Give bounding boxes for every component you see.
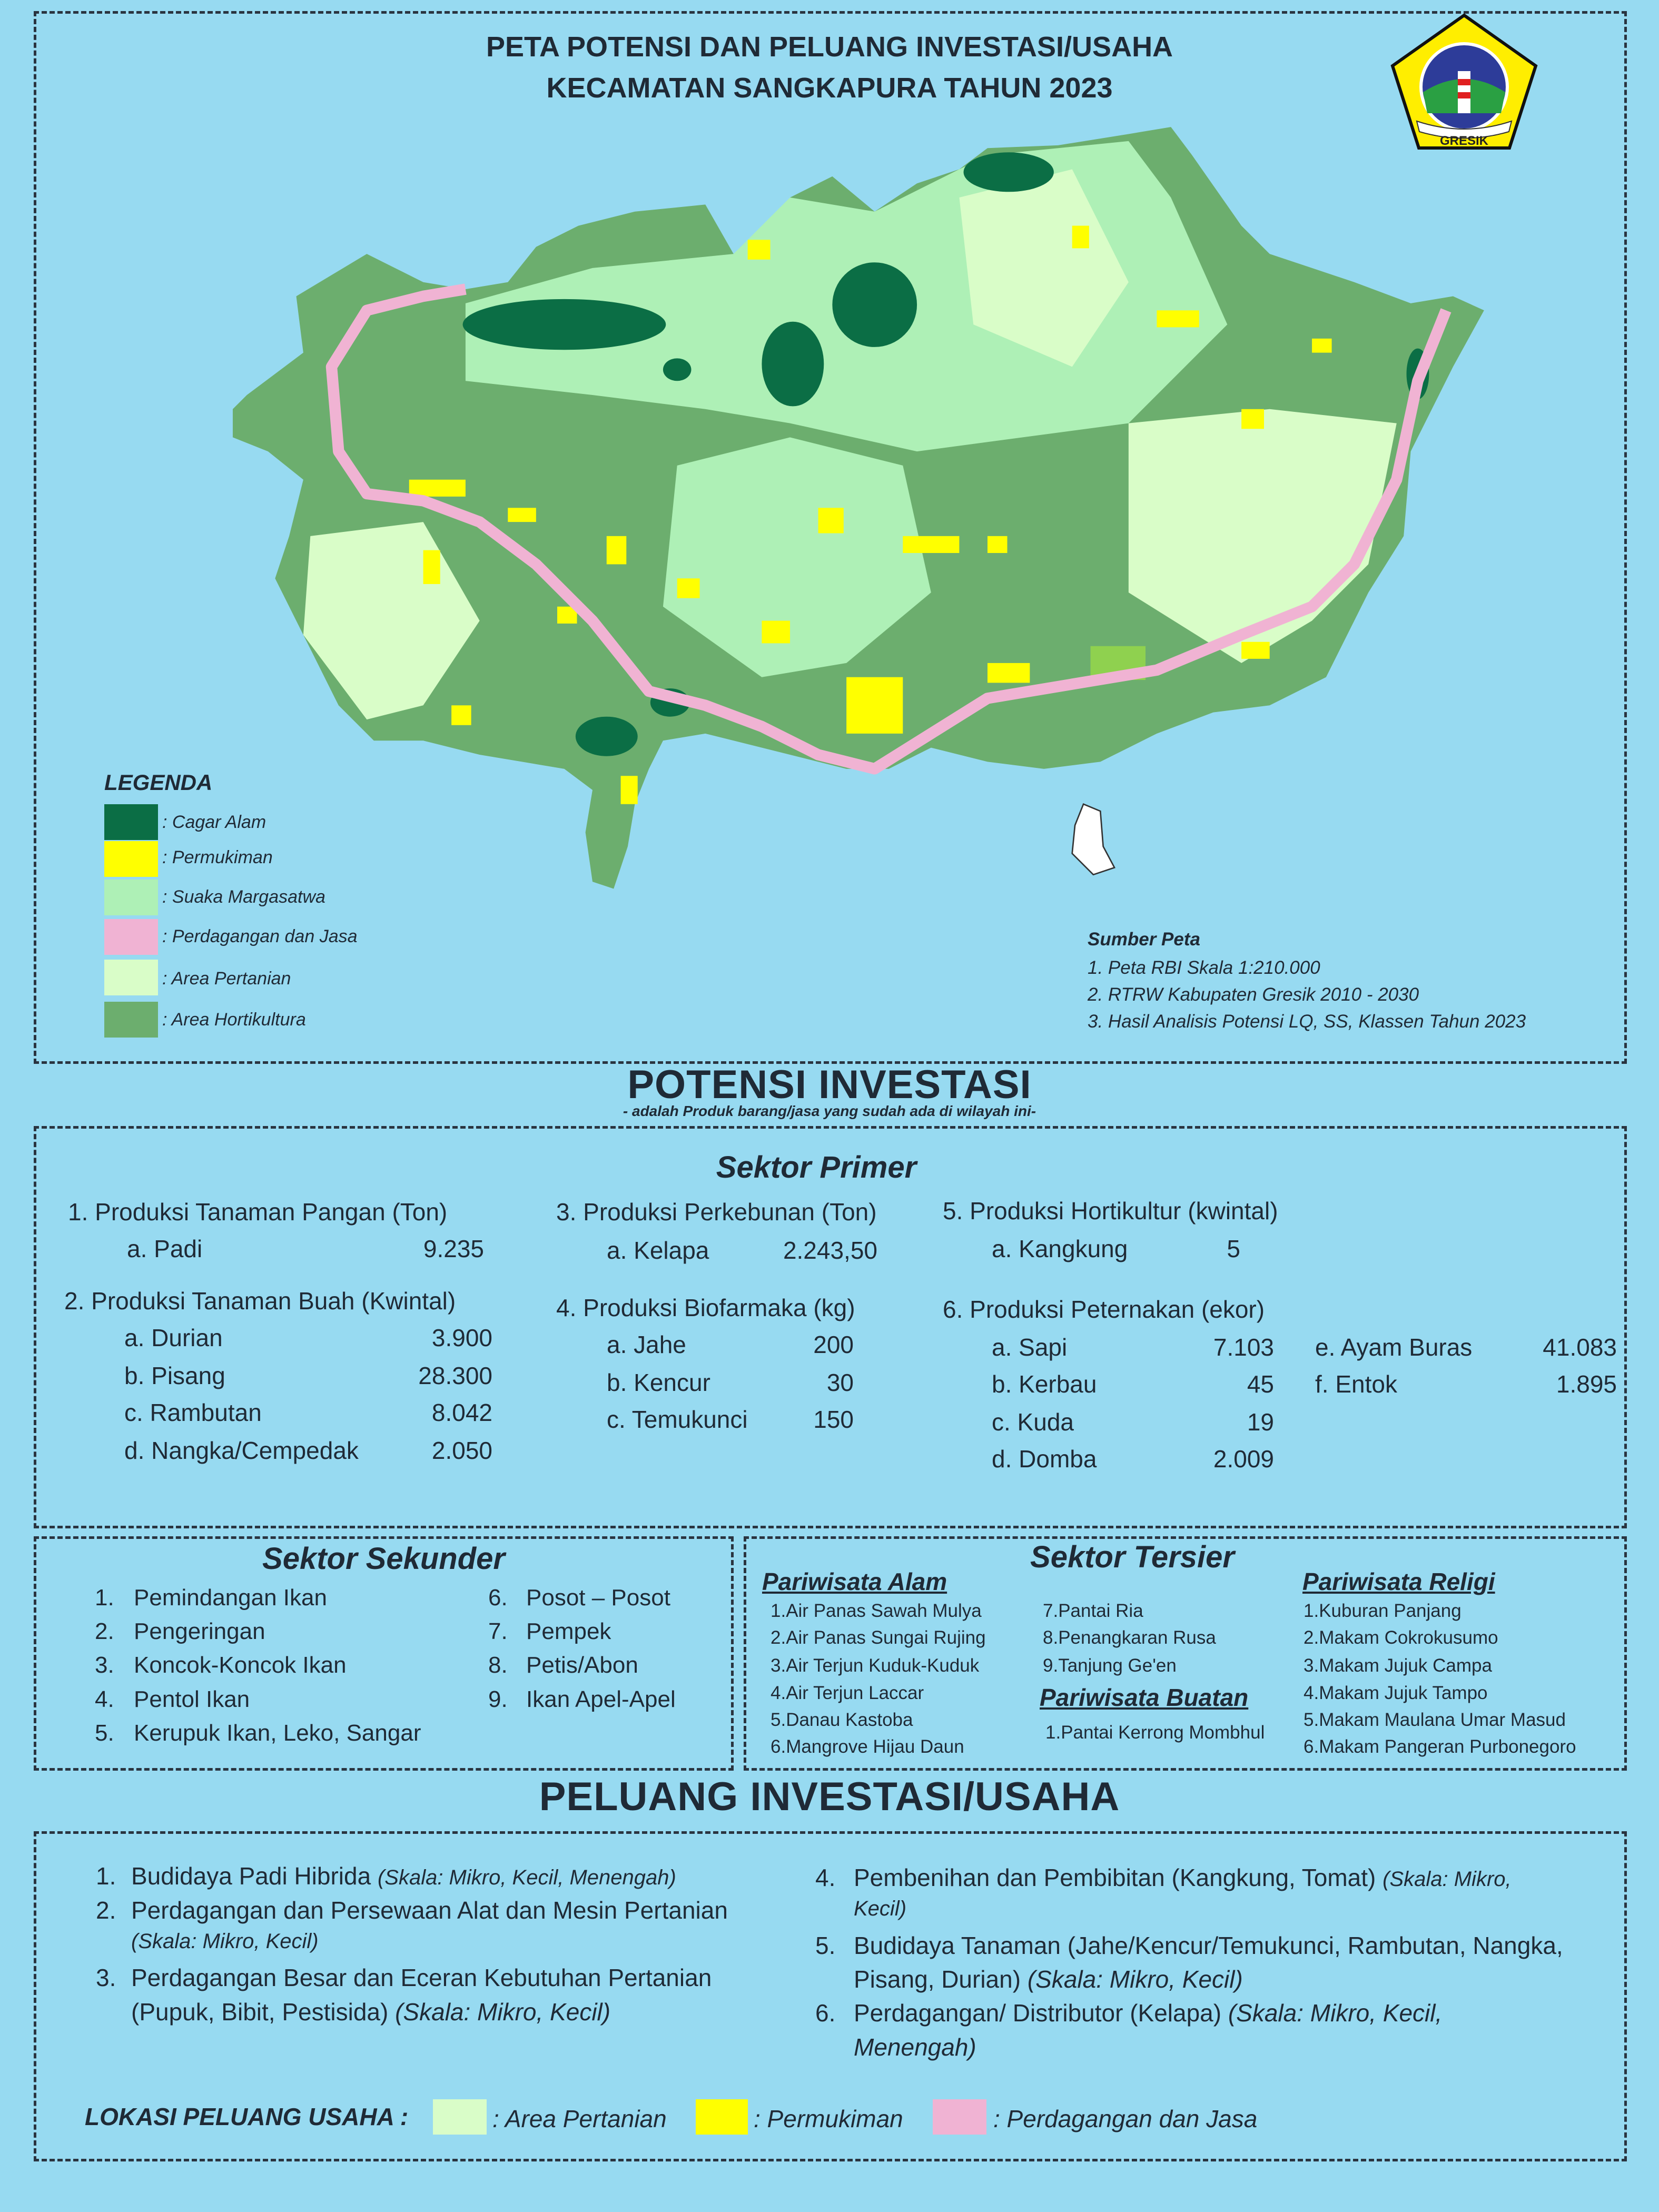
lokasi-swatch-permukiman <box>696 2099 748 2135</box>
peluang-text: Perdagangan/ Distributor (Kelapa) <box>854 1999 1228 2027</box>
tersier-item: 2.Makam Cokrokusumo <box>1303 1627 1498 1648</box>
peluang-item <box>131 1862 676 1890</box>
primer-item-value: 200 <box>813 1331 854 1358</box>
peluang-scale: (Skala: Mikro, <box>1382 1868 1512 1891</box>
logo-text: GRESIK <box>1439 134 1489 148</box>
small-island <box>1072 804 1114 875</box>
primer-item-label: f. Entok <box>1315 1370 1397 1398</box>
primer-item-label: c. Rambutan <box>124 1399 262 1426</box>
sekunder-item: Ikan Apel-Apel <box>526 1686 676 1712</box>
primer-item-value: 28.300 <box>418 1362 492 1389</box>
peluang-number: 1. <box>96 1862 116 1890</box>
primer-item-value: 45 <box>1247 1370 1274 1398</box>
peluang-scale: (Skala: Mikro, Kecil) <box>1027 1966 1243 1993</box>
lokasi-swatch-perdagangan <box>933 2099 986 2135</box>
primer-item-value: 8.042 <box>431 1399 492 1426</box>
tersier-item: 6.Mangrove Hijau Daun <box>771 1736 964 1757</box>
peluang-title: PELUANG INVESTASI/USAHA <box>539 1774 1120 1819</box>
sekunder-item: Pentol Ikan <box>134 1686 250 1712</box>
potensi-title: POTENSI INVESTASI <box>627 1062 1032 1107</box>
lokasi-item-label: : Permukiman <box>754 2105 903 2132</box>
legend-swatch-cagar-alam <box>104 804 158 840</box>
sekunder-item-number: 7. <box>488 1618 508 1644</box>
tersier-item: 1.Kuburan Panjang <box>1303 1601 1461 1621</box>
primer-group-title: 3. Produksi Perkebunan (Ton) <box>556 1198 877 1226</box>
primer-item-label: a. Padi <box>127 1235 203 1262</box>
sekunder-item-number: 5. <box>95 1720 114 1746</box>
primer-item-label: b. Kencur <box>607 1369 710 1396</box>
sekunder-item: Kerupuk Ikan, Leko, Sangar <box>134 1720 421 1746</box>
source-item: 1. Peta RBI Skala 1:210.000 <box>1088 957 1320 978</box>
sekunder-item: Pemindangan Ikan <box>134 1585 327 1611</box>
peluang-number: 4. <box>815 1864 836 1891</box>
peluang-text: Budidaya Padi Hibrida <box>131 1862 378 1890</box>
peluang-scale: (Skala: Mikro, Kecil) <box>395 1998 611 2026</box>
peluang-scale: (Skala: Mikro, Kecil, <box>1228 1999 1443 2027</box>
legend-swatch-hortikultura <box>104 1002 158 1038</box>
source-item: 3. Hasil Analisis Potensi LQ, SS, Klassen Tahun 2023 <box>1088 1011 1526 1032</box>
sekunder-item: Koncok-Koncok Ikan <box>134 1652 347 1678</box>
tersier-item: 9.Tanjung Ge'en <box>1043 1655 1177 1676</box>
peluang-number: 2. <box>96 1897 116 1924</box>
peluang-scale: Menengah) <box>854 2033 976 2061</box>
sekunder-item-number: 2. <box>95 1618 114 1644</box>
tersier-item: 5.Danau Kastoba <box>771 1710 913 1730</box>
legend-label: : Area Pertanian <box>162 969 291 989</box>
lokasi-item-label: : Perdagangan dan Jasa <box>993 2105 1258 2132</box>
peluang-item <box>854 1999 1442 2027</box>
sekunder-item-number: 3. <box>95 1652 114 1678</box>
peluang-number: 3. <box>96 1964 116 1991</box>
peluang-number: 5. <box>815 1932 836 1959</box>
peluang-scale: Kecil) <box>854 1897 907 1920</box>
primer-item-label: a. Jahe <box>607 1331 686 1358</box>
primer-box <box>34 1126 1627 1528</box>
peluang-item-line2 <box>854 1965 1243 1993</box>
sekunder-item-number: 1. <box>95 1585 114 1611</box>
primer-item-value: 30 <box>826 1369 854 1396</box>
primer-item-value: 150 <box>813 1406 854 1433</box>
sekunder-item: Posot – Posot <box>526 1585 670 1611</box>
peluang-text: Perdagangan Besar dan Eceran Kebutuhan Pertanian <box>131 1964 712 1991</box>
primer-group-title: 6. Produksi Peternakan (ekor) <box>943 1296 1265 1323</box>
legend-swatch-permukiman <box>104 841 158 877</box>
legend-label: : Permukiman <box>162 847 273 867</box>
legend-label: : Perdagangan dan Jasa <box>162 926 358 946</box>
peluang-item <box>854 1863 1512 1892</box>
primer-group-title: 5. Produksi Hortikultur (kwintal) <box>943 1197 1278 1224</box>
primer-item-label: a. Kangkung <box>992 1235 1128 1262</box>
tersier-item: 3.Air Terjun Kuduk-Kuduk <box>771 1655 980 1676</box>
primer-item-label: a. Durian <box>124 1324 223 1351</box>
legend-swatch-suaka <box>104 880 158 915</box>
tersier-item: 8.Penangkaran Rusa <box>1043 1627 1216 1648</box>
legend-label: : Area Hortikultura <box>162 1010 306 1030</box>
primer-item-value: 2.243,50 <box>783 1237 877 1264</box>
sekunder-item-number: 6. <box>488 1585 508 1611</box>
tersier-title: Sektor Tersier <box>1030 1540 1235 1574</box>
primer-title: Sektor Primer <box>716 1150 917 1184</box>
primer-group-title: 2. Produksi Tanaman Buah (Kwintal) <box>64 1287 456 1315</box>
peluang-text: Pembenihan dan Pembibitan (Kangkung, Tomat) <box>854 1864 1383 1891</box>
sekunder-item-number: 9. <box>488 1686 508 1712</box>
primer-item-label: d. Domba <box>992 1445 1097 1473</box>
peluang-number: 6. <box>815 1999 836 2027</box>
potensi-subtitle: - adalah Produk barang/jasa yang sudah ada di wilayah ini- <box>623 1103 1036 1119</box>
tersier-item: 5.Makam Maulana Umar Masud <box>1303 1710 1566 1730</box>
primer-item-label: c. Kuda <box>992 1408 1074 1436</box>
primer-item-label: b. Kerbau <box>992 1370 1097 1398</box>
tersier-item: 3.Makam Jujuk Campa <box>1303 1655 1492 1676</box>
primer-item-label: b. Pisang <box>124 1362 225 1389</box>
primer-item-value: 9.235 <box>423 1235 484 1262</box>
peluang-text: Budidaya Tanaman (Jahe/Kencur/Temukunci, Rambutan, Nangka, <box>854 1932 1563 1959</box>
source-item: 2. RTRW Kabupaten Gresik 2010 - 2030 <box>1088 984 1419 1005</box>
sekunder-item-number: 4. <box>95 1686 114 1712</box>
primer-group-title: 4. Produksi Biofarmaka (kg) <box>556 1294 855 1321</box>
pariwisata-religi-title: Pariwisata Religi <box>1302 1568 1495 1595</box>
peluang-text: (Pupuk, Bibit, Pestisida) <box>131 1998 396 2026</box>
primer-group-title: 1. Produksi Tanaman Pangan (Ton) <box>68 1198 448 1226</box>
primer-item-value: 2.050 <box>431 1437 492 1464</box>
primer-item-value: 5 <box>1227 1235 1240 1262</box>
peluang-scale: (Skala: Mikro, Kecil) <box>131 1930 319 1953</box>
lokasi-label: LOKASI PELUANG USAHA : <box>85 2103 409 2130</box>
sekunder-item: Pempek <box>526 1618 611 1644</box>
legend-title: LEGENDA <box>104 770 213 795</box>
legend-swatch-perdagangan <box>104 919 158 955</box>
tersier-item: 7.Pantai Ria <box>1043 1601 1143 1621</box>
primer-item-value: 41.083 <box>1543 1334 1617 1361</box>
primer-item-value: 7.103 <box>1213 1334 1274 1361</box>
lokasi-swatch-pertanian <box>433 2099 487 2135</box>
sekunder-item: Petis/Abon <box>526 1652 638 1678</box>
primer-item-label: e. Ayam Buras <box>1315 1334 1473 1361</box>
tersier-item: 1.Pantai Kerrong Mombhul <box>1045 1722 1265 1743</box>
tersier-item: 4.Makam Jujuk Tampo <box>1303 1683 1488 1703</box>
lokasi-item-label: : Area Pertanian <box>492 2105 667 2132</box>
peluang-text: Perdagangan dan Persewaan Alat dan Mesin Pertanian <box>131 1897 728 1924</box>
pariwisata-buatan-title: Pariwisata Buatan <box>1040 1684 1249 1711</box>
primer-item-value: 2.009 <box>1213 1445 1274 1473</box>
map-title-line1: PETA POTENSI DAN PELUANG INVESTASI/USAHA <box>486 31 1173 63</box>
map-title-line2: KECAMATAN SANGKAPURA TAHUN 2023 <box>546 72 1113 104</box>
sekunder-item-number: 8. <box>488 1652 508 1678</box>
sekunder-title: Sektor Sekunder <box>262 1542 505 1576</box>
primer-item-value: 1.895 <box>1556 1370 1617 1398</box>
tersier-item: 2.Air Panas Sungai Rujing <box>771 1627 986 1648</box>
primer-item-label: c. Temukunci <box>607 1406 748 1433</box>
tersier-item: 4.Air Terjun Laccar <box>771 1683 924 1703</box>
pariwisata-alam-title: Pariwisata Alam <box>762 1568 947 1595</box>
peluang-text: Pisang, Durian) <box>854 1966 1028 1993</box>
primer-item-label: a. Sapi <box>992 1334 1068 1361</box>
peluang-item-line2 <box>131 1998 610 2026</box>
sources-title: Sumber Peta <box>1088 929 1200 950</box>
sekunder-item: Pengeringan <box>134 1618 265 1644</box>
primer-item-label: a. Kelapa <box>607 1237 709 1264</box>
tersier-item: 1.Air Panas Sawah Mulya <box>771 1601 982 1621</box>
peluang-scale: (Skala: Mikro, Kecil, Menengah) <box>377 1866 676 1889</box>
legend-label: : Suaka Margasatwa <box>162 887 325 907</box>
legend-label: : Cagar Alam <box>162 812 266 832</box>
primer-item-value: 19 <box>1247 1408 1274 1436</box>
primer-item-label: d. Nangka/Cempedak <box>124 1437 359 1464</box>
primer-item-value: 3.900 <box>431 1324 492 1351</box>
legend-swatch-pertanian <box>104 960 158 995</box>
tersier-item: 6.Makam Pangeran Purbonegoro <box>1303 1736 1576 1757</box>
